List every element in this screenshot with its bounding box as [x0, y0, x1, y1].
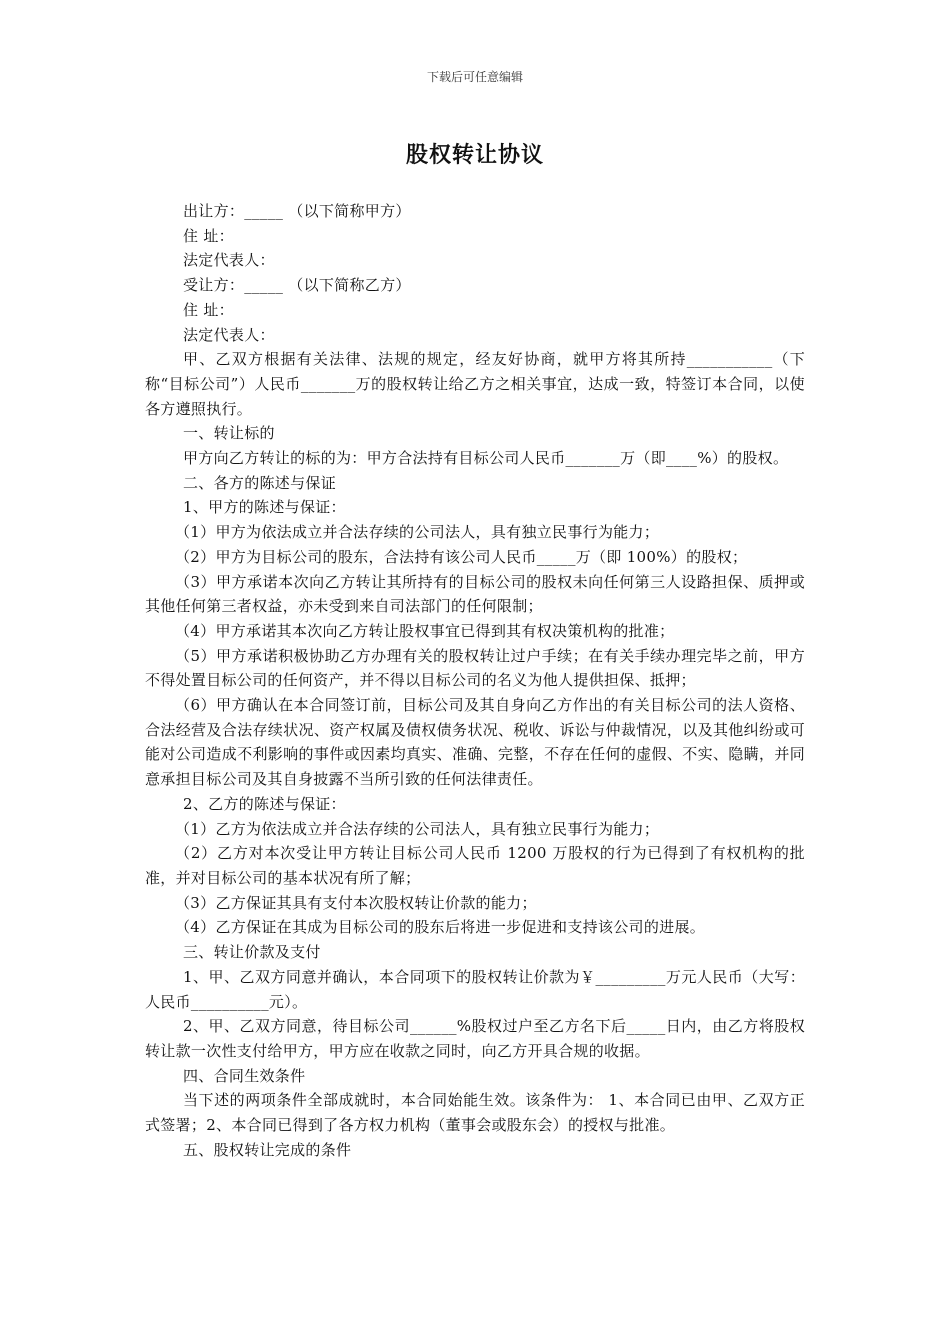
section-4-heading: 四、合同生效条件 — [183, 1066, 306, 1085]
section-1-text: 甲方向乙方转让的标的为：甲方合法持有目标公司人民币_______万（即____%）的股权。 — [183, 449, 789, 468]
party-a-warranties-heading: 1、甲方的陈述与保证： — [183, 498, 346, 517]
party-a-item-6: （6）甲方确认在本合同签订前，目标公司及其自身向乙方作出的有关目标公司的法人资格、合法经营及合法存续状况、资产权属及债权债务状况、税收、诉讼与仲裁情况，以及其他纠纷或可能对公司造成不利影响的事件或因素均真实、准确、完整，不存在任何的虚假、不实、隐瞒，并同意承担目标公司及其自身披露不当所引致的任何法律责任。 — [145, 696, 805, 789]
transferee-address-line: 住 址： — [183, 300, 234, 319]
page-header-note: 下载后可任意编辑 — [426, 70, 523, 84]
section-3-item-1: 1、甲、乙双方同意并确认，本合同项下的股权转让价款为￥_________万元人民币（大写：人民币__________元）。 — [145, 967, 805, 1011]
party-a-item-3: （3）甲方承诺本次向乙方转让其所持有的目标公司的股权未向任何第三人设路担保、质押或其他任何第三者权益，亦未受到来自司法部门的任何限制； — [145, 572, 805, 616]
transferor-address-line: 住 址： — [183, 226, 234, 245]
document-body — [145, 199, 805, 1162]
section-3-heading: 三、转让价款及支付 — [183, 943, 321, 962]
party-b-item-2: （2）乙方对本次受让甲方转让目标公司人民币 1200 万股权的行为已得到了有权机构的批准，并对目标公司的基本状况有所了解； — [145, 844, 805, 887]
section-2-heading: 二、各方的陈述与保证 — [183, 473, 337, 492]
document-title: 股权转让协议 — [405, 143, 544, 168]
section-5-heading: 五、股权转让完成的条件 — [183, 1140, 352, 1159]
party-b-item-4: （4）乙方保证在其成为目标公司的股东后将进一步促进和支持该公司的进展。 — [175, 918, 706, 937]
section-3-item-2: 2、甲、乙双方同意，待目标公司______%股权过户至乙方名下后_____日内，由乙方将股权转让款一次性支付给甲方，甲方应在收款之同时，向乙方开具合规的收据。 — [145, 1017, 805, 1060]
party-b-item-3: （3）乙方保证其具有支付本次股权转让价款的能力； — [175, 893, 537, 912]
party-a-item-4: （4）甲方承诺其本次向乙方转让股权事宜已得到其有权决策机构的批准； — [175, 621, 675, 640]
section-4-text: 当下述的两项条件全部成就时，本合同始能生效。该条件为： 1、本合同已由甲、乙双方正式签署；2、本合同已得到了各方权力机构（董事会或股东会）的授权与批准。 — [145, 1091, 805, 1135]
section-1-heading: 一、转让标的 — [183, 424, 275, 443]
transferee-representative-line: 法定代表人： — [183, 325, 275, 344]
party-a-item-5: （5）甲方承诺积极协助乙方办理有关的股权转让过户手续；在有关手续办理完毕之前，甲方不得处置目标公司的任何资产，并不得以目标公司的名义为他人提供担保、抵押； — [145, 646, 805, 690]
transferor-representative-line: 法定代表人： — [183, 251, 275, 270]
party-a-item-2: （2）甲方为目标公司的股东，合法持有该公司人民币_____万（即 100%）的股权； — [175, 547, 748, 566]
party-b-item-1: （1）乙方为依法成立并合法存续的公司法人，具有独立民事行为能力； — [175, 819, 660, 838]
party-a-item-1: （1）甲方为依法成立并合法存续的公司法人，具有独立民事行为能力； — [175, 523, 660, 542]
party-b-warranties-heading: 2、乙方的陈述与保证： — [183, 794, 346, 813]
transferee-line: 受让方：_____ （以下简称乙方） — [183, 276, 411, 295]
preamble-paragraph: 甲、乙双方根据有关法律、法规的规定，经友好协商，就甲方将其所持___________（下称“目标公司”）人民币_______万的股权转让给乙方之相关事宜，达成一致，特签订本合同，以使各方遵照执行。 — [145, 350, 805, 418]
transferor-line: 出让方：_____ （以下简称甲方） — [183, 202, 411, 220]
